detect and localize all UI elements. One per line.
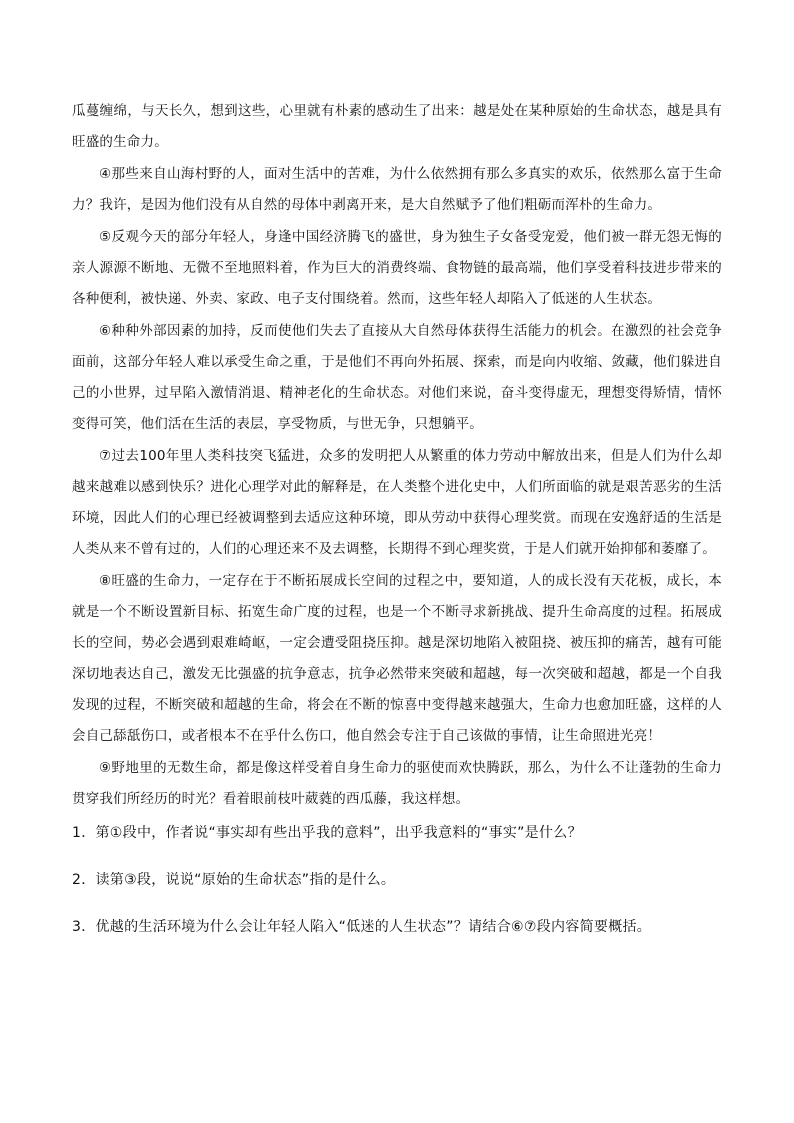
article-body [72, 96, 722, 815]
question-3: 3．优越的生活环境为什么会让年轻人陷入“低迷的人生状态”？请结合⑥⑦段内容简要概括。 [72, 919, 652, 935]
document-page [72, 96, 722, 964]
paragraph-3-continued: 瓜蔓缠绵，与天长久，想到这些，心里就有朴素的感动生了出来：越是处在某种原始的生命状态，越是具有旺盛的生命力。 [72, 103, 722, 150]
paragraph-9: ⑨野地里的无数生命，都是像这样受着自身生命力的驱使而欢快腾跃，那么，为什么不让蓬勃的生命力贯穿我们所经历的时光？看着眼前枝叶葳蕤的西瓜藤，我这样想。 [72, 760, 722, 807]
question-2: 2．读第③段，说说“原始的生命状态”指的是什么。 [72, 872, 396, 888]
question-list [72, 823, 722, 937]
paragraph-4: ④那些来自山海村野的人，面对生活中的苦难，为什么依然拥有那么多真实的欢乐，依然那么富于生命力？我许，是因为他们没有从自然的母体中剥离开来，是大自然赋予了他们粗砺而浑朴的生命力。 [72, 166, 722, 213]
paragraph-6: ⑥种种外部因素的加持，反而使他们失去了直接从大自然母体获得生活能力的机会。在激烈的社会竞争面前，这部分年轻人难以承受生命之重，于是他们不再向外拓展、探索，而是向内收缩、敛藏，他们躲进自己的小世界，过早陷入激情消退、精神老化的生命状态。对他们来说，奋斗变得虚无，理想变得矫情，情怀变得可笑，他们活在生活的表层，享受物质，与世无争，只想躺平。 [72, 323, 722, 432]
paragraph-5: ⑤反观今天的部分年轻人，身逢中国经济腾飞的盛世，身为独生子女备受宠爱，他们被一群无怨无悔的亲人源源不断地、无微不至地照料着，作为巨大的消费终端、食物链的最高端，他们享受着科技进步带来的各种便利，被快递、外卖、家政、电子支付围绕着。然而，这些年轻人却陷入了低迷的人生状态。 [72, 229, 722, 307]
paragraph-8: ⑧旺盛的生命力，一定存在于不断拓展成长空间的过程之中，要知道，人的成长没有天花板，成长，本就是一个不断设置新目标、拓宽生命广度的过程，也是一个不断寻求新挑战、提升生命高度的过程。拓展成长的空间，势必会遇到艰难崎岖，一定会遭受阻挠压抑。越是深切地陷入被阻挠、被压抑的痛苦，越有可能深切地表达自己，激发无比强盛的抗争意志，抗争必然带来突破和超越，每一次突破和超越，都是一个自我发现的过程，不断突破和超越的生命，将会在不断的惊喜中变得越来越强大，生命力也愈加旺盛，这样的人会自己舔舐伤口，或者根本不在乎什么伤口，他自然会专注于自己该做的事情，让生命照进光亮！ [72, 573, 722, 744]
question-1: 1．第①段中，作者说“事实却有些出乎我的意料”，出乎我意料的“事实”是什么？ [72, 825, 582, 841]
paragraph-7: ⑦过去100年里人类科技突飞猛进，众多的发明把人从繁重的体力劳动中解放出来，但是人们为什么却越来越难以感到快乐？进化心理学对此的解释是，在人类整个进化史中，人们所面临的就是艰苦恶劣的生活环境，因此人们的心理已经被调整到去适应这种环境，即从劳动中获得心理奖赏。而现在安逸舒适的生活是人类从来不曾有过的，人们的心理还来不及去调整，长期得不到心理奖赏，于是人们就开始抑郁和萎靡了。 [72, 448, 722, 557]
